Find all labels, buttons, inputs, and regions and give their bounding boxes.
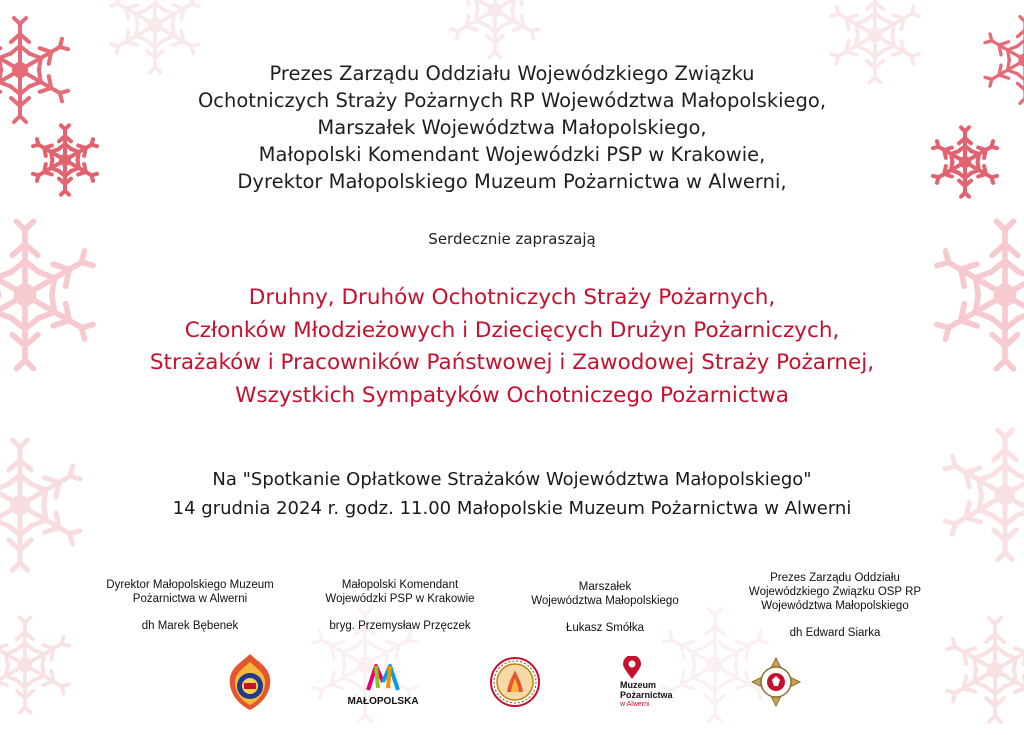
signature-title: Marszałek bbox=[578, 581, 632, 593]
invitation-text: Serdecznie zapraszają bbox=[428, 230, 596, 248]
host-line: Marszałek Województwa Małopolskiego, bbox=[317, 116, 707, 139]
muzeum-logo-line: Pożarnictwa bbox=[620, 690, 673, 700]
muzeum-pozarnictwa-logo bbox=[620, 656, 700, 709]
muzeum-logo-line: Muzeum bbox=[620, 680, 656, 690]
signature-name: bryg. Przemysław Przęczek bbox=[329, 620, 471, 632]
guest-line: Strażaków i Pracowników Państwowej i Zawodowej Straży Pożarnej, bbox=[149, 350, 875, 375]
signature-title: Dyrektor Małopolskiego Muzeum bbox=[106, 579, 274, 591]
signature-title: Prezes Zarządu Oddziału bbox=[770, 572, 900, 584]
signature-museum-director bbox=[80, 578, 300, 633]
psp-emblem-icon bbox=[224, 652, 276, 712]
hosts-list bbox=[0, 60, 1024, 195]
signature-name: dh Edward Siarka bbox=[789, 627, 881, 639]
guest-line: Wszystkich Sympatyków Ochotniczego Pożarnictwa bbox=[235, 382, 789, 408]
event-name: Na "Spotkanie Opłatkowe Strażaków Województwa Małopolskiego" bbox=[212, 469, 812, 490]
guest-line: Druhny, Druhów Ochotniczych Straży Pożarnych, bbox=[248, 285, 776, 310]
guests-list bbox=[0, 282, 1024, 412]
signature-psp-commander bbox=[290, 578, 510, 633]
signature-title: Województwa Małopolskiego bbox=[531, 595, 679, 607]
snowflake-decoration bbox=[0, 610, 80, 720]
osp-rp-emblem-icon bbox=[750, 656, 802, 708]
signature-title: Pożarnictwa w Alwerni bbox=[132, 593, 248, 605]
signature-title: Wojewódzkiego Związku OSP RP bbox=[748, 586, 922, 598]
host-line: Dyrektor Małopolskiego Muzeum Pożarnictwa w Alwerni, bbox=[237, 170, 787, 193]
signature-name: dh Marek Bębenek bbox=[141, 620, 239, 632]
event-details bbox=[0, 465, 1024, 523]
malopolska-logo-text: MAŁOPOLSKA bbox=[347, 696, 419, 707]
host-line: Ochotniczych Straży Pożarnych RP Województwa Małopolskiego, bbox=[197, 89, 827, 112]
guest-line: Członków Młodzieżowych i Dziecięcych Drużyn Pożarniczych, bbox=[184, 317, 840, 343]
signature-title: Wojewódzki PSP w Krakowie bbox=[325, 593, 475, 605]
signature-marshal bbox=[500, 580, 710, 635]
osp-malopolska-seal-icon bbox=[489, 656, 541, 708]
snowflake-decoration bbox=[440, 0, 550, 65]
signature-title: Województwa Małopolskiego bbox=[761, 600, 909, 612]
signature-name: Łukasz Smółka bbox=[566, 622, 644, 634]
muzeum-logo-line: w Alwerni bbox=[620, 701, 650, 708]
signature-osp-president bbox=[720, 571, 950, 640]
host-line: Prezes Zarządu Oddziału Wojewódzkiego Związku bbox=[269, 62, 755, 85]
signature-title: Małopolski Komendant bbox=[341, 579, 459, 591]
malopolska-logo bbox=[338, 660, 428, 707]
host-line: Małopolski Komendant Wojewódzki PSP w Krakowie, bbox=[258, 143, 766, 166]
event-date-place: 14 grudnia 2024 r. godz. 11.00 Małopolskie Muzeum Pożarnictwa w Alwerni bbox=[172, 498, 852, 519]
